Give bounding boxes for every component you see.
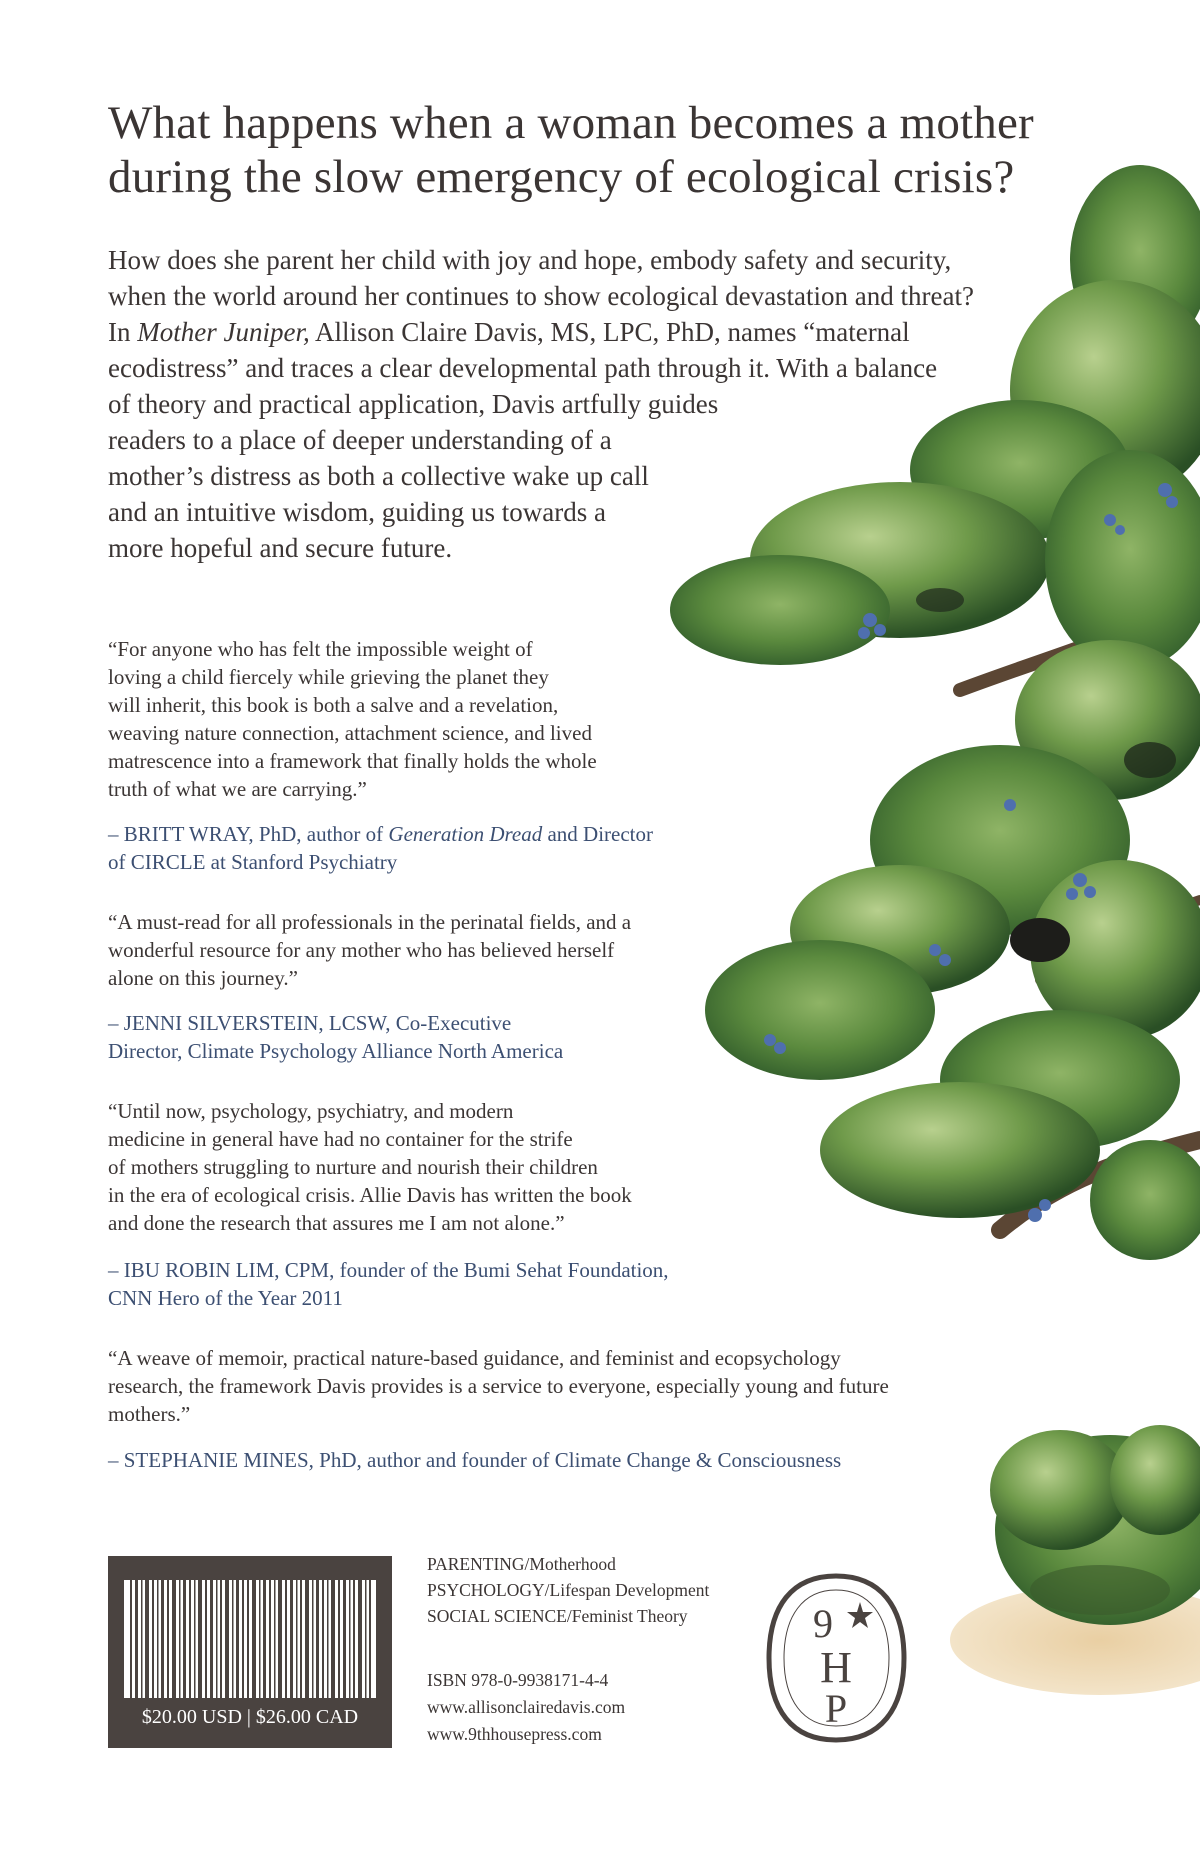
- endorsement-quote-line: “For anyone who has felt the impossible weight of: [108, 637, 533, 661]
- publisher-logo-icon: [765, 1572, 908, 1744]
- description-line: more hopeful and secure future.: [108, 533, 453, 563]
- description-text: In: [108, 317, 138, 347]
- endorsement-quote-line: of mothers struggling to nurture and nourish their children: [108, 1155, 598, 1179]
- endorsement-quote-line: weaving nature connection, attachment science, and lived: [108, 721, 592, 745]
- headline-line: during the slow emergency of ecological crisis?: [108, 151, 1015, 203]
- logo-letter-p: P: [824, 1686, 848, 1731]
- description-text: Allison Claire Davis, MS, LPC, PhD, names “maternal: [309, 317, 910, 347]
- endorsement-attribution: [108, 822, 653, 847]
- juniper-shrub: [950, 1425, 1200, 1695]
- endorsement-quote-line: will inherit, this book is both a salve and a revelation,: [108, 693, 559, 717]
- attribution-text: – BRITT WRAY, PhD, author of: [108, 822, 389, 846]
- category-label: SOCIAL SCIENCE/Feminist Theory: [427, 1606, 688, 1626]
- back-cover-headline: [108, 96, 1108, 204]
- barcode-block: [108, 1556, 392, 1748]
- isbn-label: ISBN 978-0-9938171-4-4: [427, 1670, 609, 1690]
- endorsement-quote-line: loving a child fiercely while grieving the planet they: [108, 665, 549, 689]
- tree-branches: [960, 600, 1200, 1230]
- endorsement-attribution: CNN Hero of the Year 2011: [108, 1286, 343, 1310]
- book-title: Mother Juniper,: [137, 317, 310, 347]
- attribution-book-title: Generation Dread: [388, 822, 543, 846]
- endorsement-attribution: – STEPHANIE MINES, PhD, author and founder of Climate Change & Consciousness: [108, 1448, 842, 1472]
- description-line: of theory and practical application, Davis artfully guides: [108, 389, 719, 419]
- description-line: How does she parent her child with joy and hope, embody safety and security,: [108, 245, 952, 275]
- endorsement-quote-line: and done the research that assures me I am not alone.”: [108, 1211, 565, 1235]
- endorsement-quote-line: wonderful resource for any mother who has believed herself: [108, 938, 615, 962]
- headline-line: What happens when a woman becomes a mother: [108, 97, 1034, 149]
- endorsement-quote-line: “A must-read for all professionals in the perinatal fields, and a: [108, 910, 632, 934]
- endorsement-quote-line: matrescence into a framework that finally holds the whole: [108, 749, 597, 773]
- endorsement-quote-line: truth of what we are carrying.”: [108, 777, 367, 801]
- endorsement-quote-line: alone on this journey.”: [108, 966, 298, 990]
- description-line: when the world around her continues to show ecological devastation and threat?: [108, 281, 974, 311]
- endorsement-quote-line: research, the framework Davis provides is a service to everyone, especially young and future: [108, 1374, 889, 1398]
- category-label: PARENTING/Motherhood: [427, 1554, 616, 1574]
- endorsement-quote-line: “A weave of memoir, practical nature-based guidance, and feminist and ecopsychology: [108, 1346, 841, 1370]
- endorsement-attribution: of CIRCLE at Stanford Psychiatry: [108, 850, 398, 874]
- logo-numeral: 9: [813, 1601, 833, 1646]
- endorsement-attribution: – JENNI SILVERSTEIN, LCSW, Co-Executive: [108, 1011, 512, 1035]
- endorsement-quote-line: mothers.”: [108, 1402, 191, 1426]
- category-label: PSYCHOLOGY/Lifespan Development: [427, 1580, 710, 1600]
- description-line: [108, 317, 910, 348]
- endorsement-attribution: Director, Climate Psychology Alliance North America: [108, 1039, 564, 1063]
- website-link: www.allisonclairedavis.com: [427, 1697, 626, 1717]
- description-line: and an intuitive wisdom, guiding us towards a: [108, 497, 606, 527]
- website-link: www.9thhousepress.com: [427, 1724, 602, 1744]
- logo-star: [847, 1602, 873, 1628]
- endorsement-attribution: – IBU ROBIN LIM, CPM, founder of the Bumi Sehat Foundation,: [108, 1258, 669, 1282]
- description-line: ecodistress” and traces a clear developmental path through it. With a balance: [108, 353, 938, 383]
- barcode-icon: [124, 1580, 376, 1698]
- endorsement-quote-line: in the era of ecological crisis. Allie Davis has written the book: [108, 1183, 632, 1207]
- logo-letter-h: H: [820, 1643, 852, 1692]
- description-line: readers to a place of deeper understanding of a: [108, 425, 612, 455]
- juniper-berries: [764, 483, 1178, 1222]
- endorsement-quote-line: medicine in general have had no container for the strife: [108, 1127, 573, 1151]
- endorsement-quote-line: “Until now, psychology, psychiatry, and modern: [108, 1099, 514, 1123]
- price-label: $20.00 USD | $26.00 CAD: [141, 1706, 359, 1728]
- description-line: mother’s distress as both a collective wake up call: [108, 461, 649, 491]
- attribution-text: and Director: [542, 822, 653, 846]
